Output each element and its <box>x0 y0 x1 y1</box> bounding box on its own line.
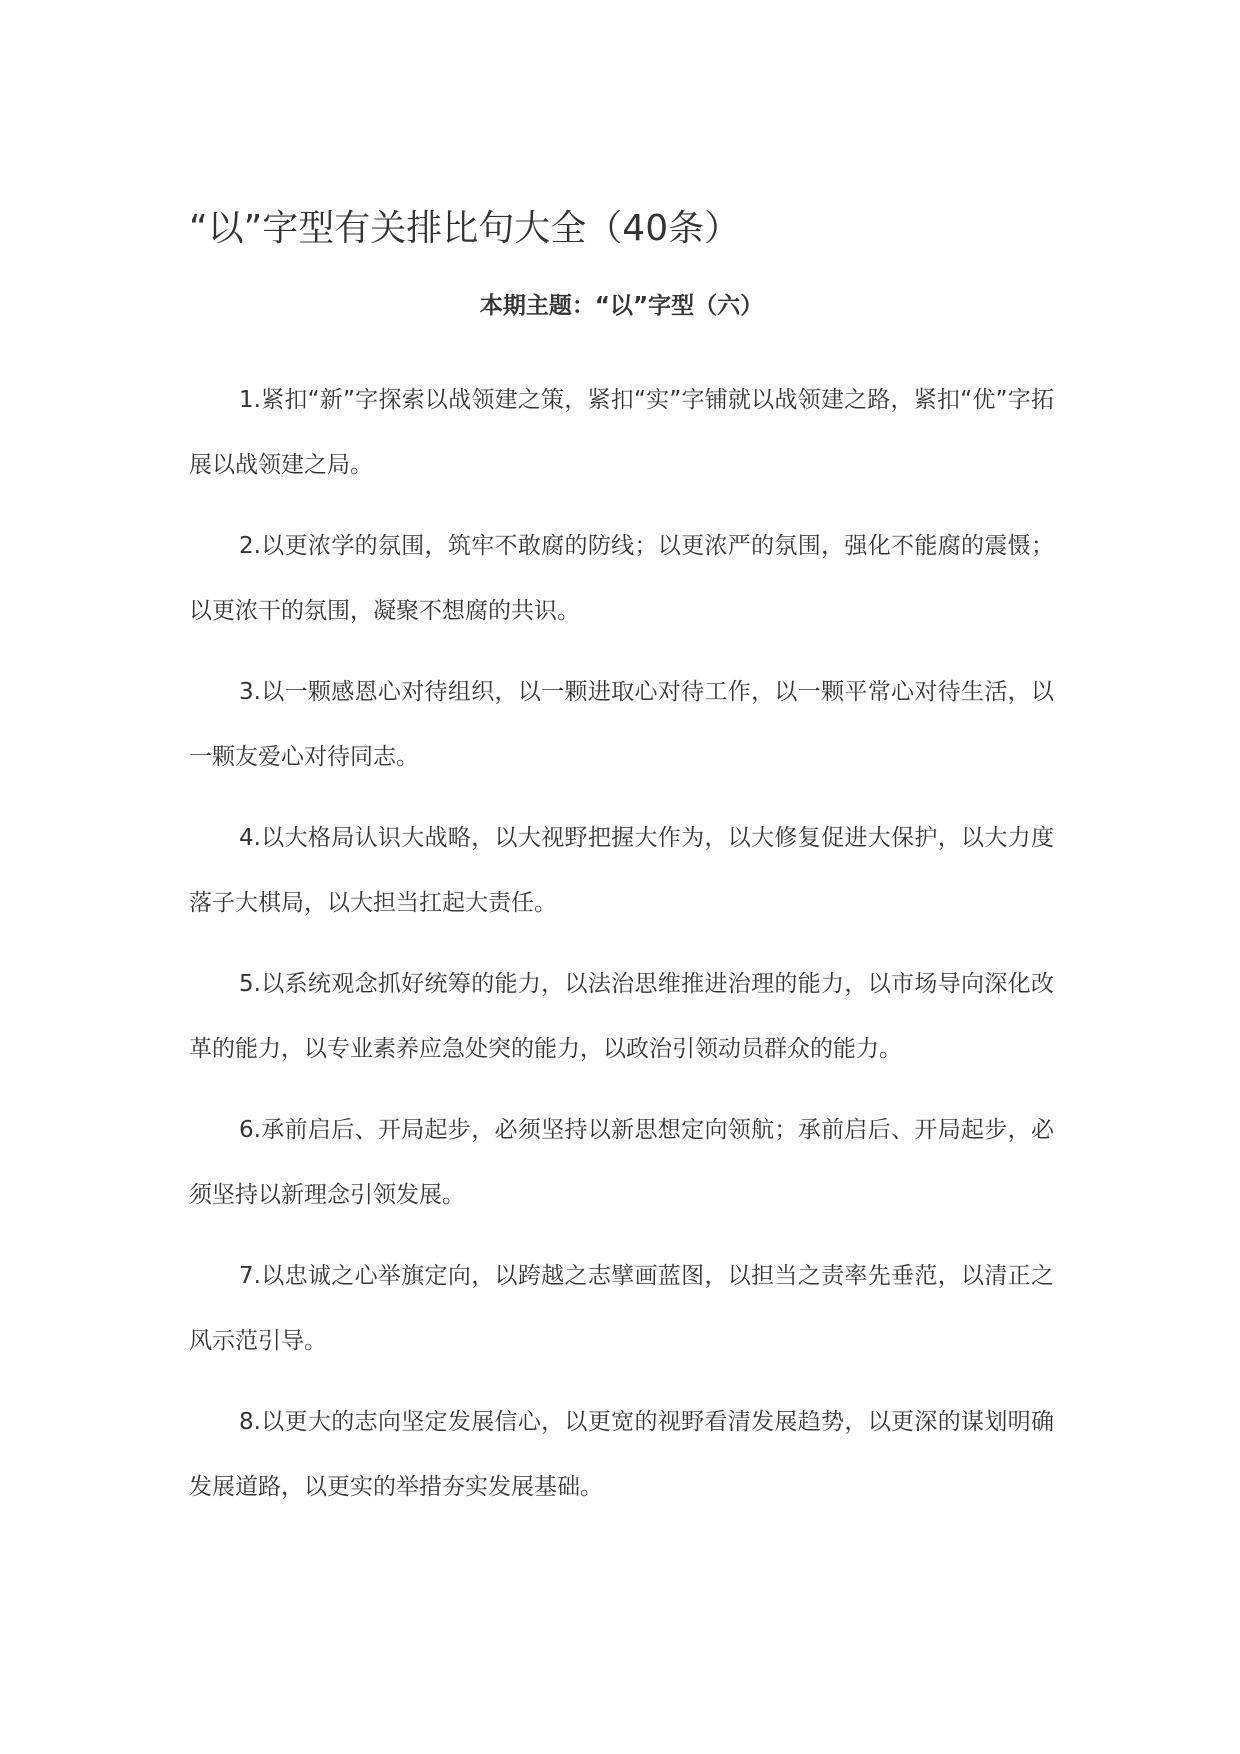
document-subtitle: 本期主题：“以”字型（六） <box>479 293 764 319</box>
document-title: “以”字型有关排比句大全（40条） <box>189 208 741 249</box>
item-list <box>189 368 1054 1520</box>
list-item: 2.以更浓学的氛围，筑牢不敢腐的防线；以更浓严的氛围，强化不能腐的震慑；以更浓干的氛围，凝聚不想腐的共识。 <box>189 533 1054 624</box>
list-item: 3.以一颗感恩心对待组织，以一颗进取心对待工作，以一颗平常心对待生活，以一颗友爱心对待同志。 <box>189 679 1054 770</box>
list-item: 4.以大格局认识大战略，以大视野把握大作为，以大修复促进大保护，以大力度落子大棋局，以大担当扛起大责任。 <box>189 825 1054 916</box>
list-item: 8.以更大的志向坚定发展信心，以更宽的视野看清发展趋势，以更深的谋划明确发展道路，以更实的举措夯实发展基础。 <box>189 1409 1054 1500</box>
list-item: 1.紧扣“新”字探索以战领建之策，紧扣“实”字铺就以战领建之路，紧扣“优”字拓展以战领建之局。 <box>189 387 1054 478</box>
list-item: 7.以忠诚之心举旗定向，以跨越之志擘画蓝图，以担当之责率先垂范，以清正之风示范引导。 <box>189 1263 1054 1354</box>
list-item: 5.以系统观念抓好统筹的能力，以法治思维推进治理的能力，以市场导向深化改革的能力，以专业素养应急处突的能力，以政治引领动员群众的能力。 <box>189 971 1054 1062</box>
list-item: 6.承前启后、开局起步，必须坚持以新思想定向领航；承前启后、开局起步，必须坚持以新理念引领发展。 <box>189 1117 1054 1208</box>
